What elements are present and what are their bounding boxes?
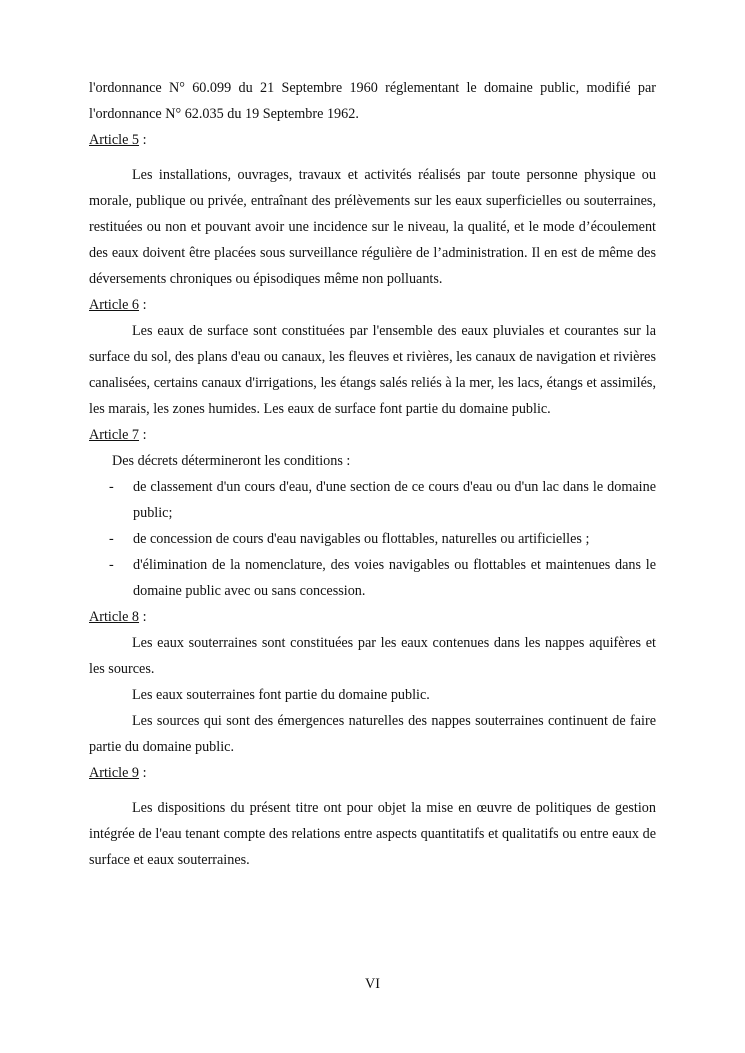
article-5-paragraph: Les installations, ouvrages, travaux et activités réalisés par toute personne physique ou morale, publique ou privée, entraînant des prélèvements sur les eaux superficielles ou souterraines, restituées ou non et pouvant avoir une incidence sur le niveau, la qualité, et le mode d’écoulement des eaux doivent être placées sous surveillance régulière de l’administration. Il en est de même des déversements chroniques ou épisodiques même non polluants. [89, 167, 656, 287]
article-8-heading: Article 8 : [89, 609, 147, 625]
article-8-paragraph-3: Les sources qui sont des émergences naturelles des nappes souterraines continuent de faire partie du domaine public. [89, 713, 656, 755]
article-9-title: Article 9 [89, 765, 140, 781]
article-8-paragraph-1: Les eaux souterraines sont constituées par les eaux contenues dans les nappes aquifères et les sources. [89, 635, 656, 677]
list-item: - de concession de cours d'eau navigables ou flottables, naturelles ou artificielles ; [109, 531, 590, 547]
article-7-title: Article 7 [89, 427, 140, 443]
article-6-title: Article 6 [89, 297, 140, 313]
article-5-title: Article 5 [89, 132, 140, 148]
article-6-heading: Article 6 : [89, 297, 147, 313]
page-number: VI [365, 976, 380, 992]
article-8-paragraph-2: Les eaux souterraines font partie du domaine public. [132, 687, 430, 703]
article-7-list [89, 474, 656, 604]
article-7-intro: Des décrets détermineront les conditions : [112, 453, 351, 469]
document-page [89, 75, 656, 873]
intro-paragraph: l'ordonnance N° 60.099 du 21 Septembre 1960 réglementant le domaine public, modifié par l'ordonnance N° 62.035 du 19 Septembre 1962. [89, 80, 656, 122]
article-9-paragraph: Les dispositions du présent titre ont pour objet la mise en œuvre de politiques de gestion intégrée de l'eau tenant compte des relations entre aspects quantitatifs et qualitatifs ou entre eaux de surface et eaux souterraines. [89, 800, 656, 868]
article-5-heading: Article 5 : [89, 132, 147, 148]
article-9-heading: Article 9 : [89, 765, 147, 781]
article-6-paragraph: Les eaux de surface sont constituées par l'ensemble des eaux pluviales et courantes sur la surface du sol, des plans d'eau ou canaux, les fleuves et rivières, les canaux de navigation et rivières canalisées, certains canaux d'irrigations, les étangs salés reliés à la mer, les lacs, étangs et assimilés, les marais, les zones humides. Les eaux de surface font partie du domaine public. [89, 323, 656, 417]
list-item: - d'élimination de la nomenclature, des voies navigables ou flottables et maintenues dans le domaine public avec ou sans concession. [109, 557, 656, 599]
list-item: - de classement d'un cours d'eau, d'une section de ce cours d'eau ou d'un lac dans le domaine public; [109, 479, 656, 521]
article-8-title: Article 8 [89, 609, 140, 625]
article-7-heading: Article 7 : [89, 427, 147, 443]
